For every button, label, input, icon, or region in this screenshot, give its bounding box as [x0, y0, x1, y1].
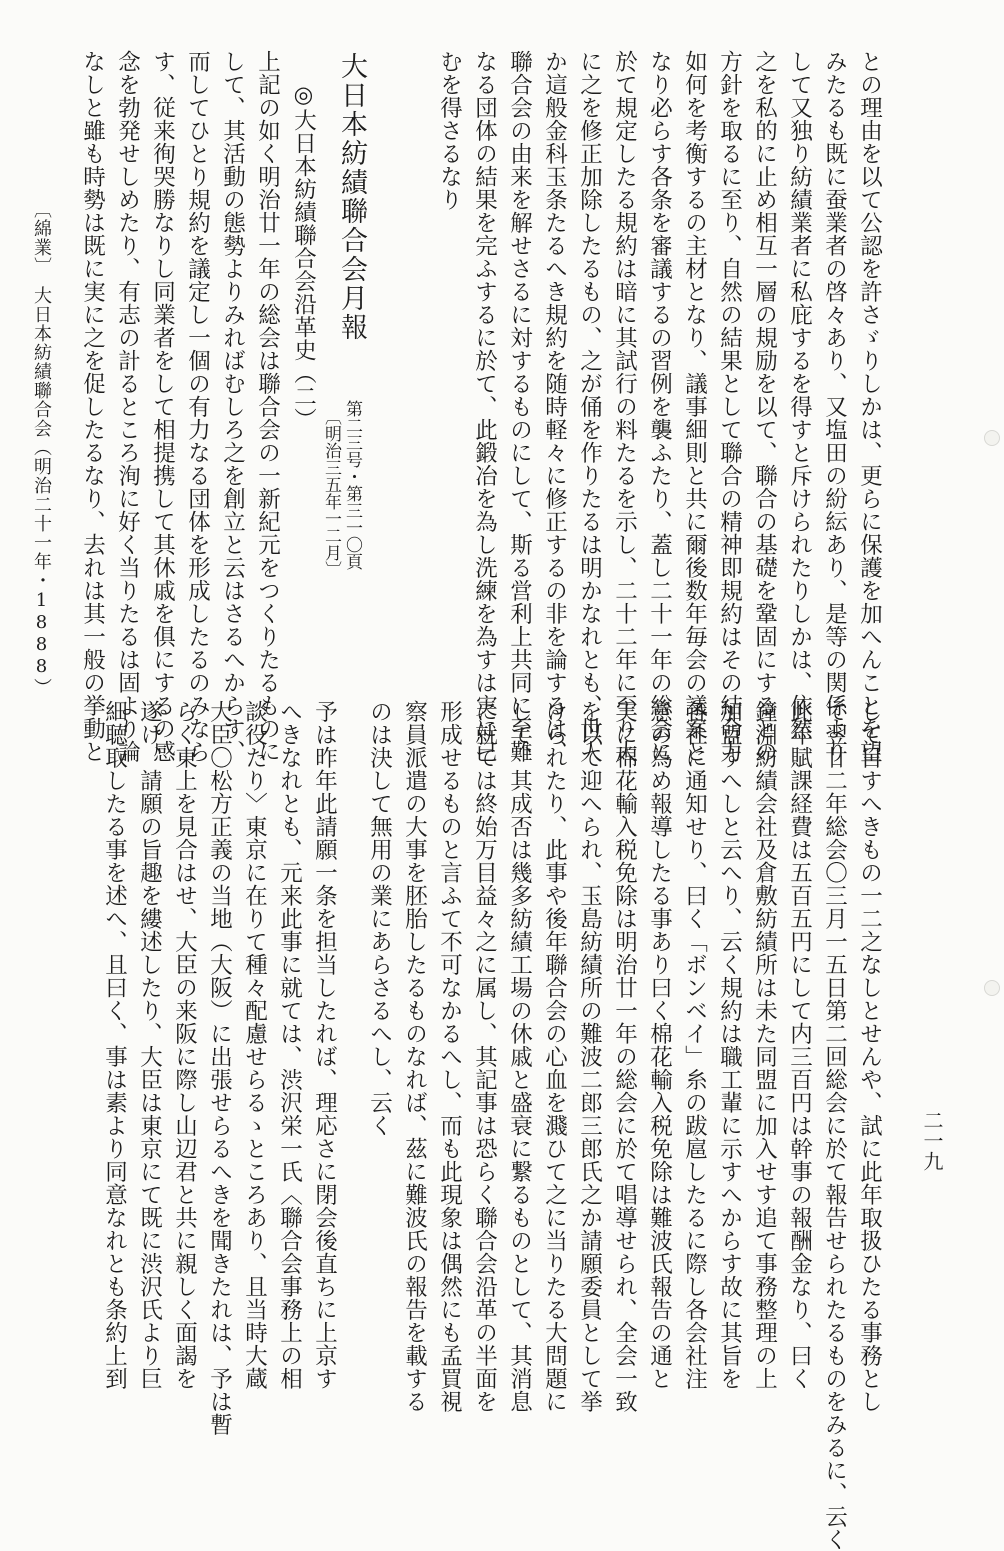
upper-line-11: 聯合会の由来を解せさるに対するものにして、斯る営利上共同に至難 — [506, 50, 533, 763]
section-heading: ◎大日本紡績聯合会沿革史（二） — [290, 82, 317, 431]
lower-line-20: らく東上を見合はせ、大臣の来阪に際し山辺君と共に親しく面謁を — [171, 700, 198, 1390]
lower-line-9: を以て迎へられ、玉島紡績所の難波二郎三郎氏之か請願委員として挙 — [576, 700, 603, 1413]
lower-line-8: 実に棉花輸入税免除は明治廿一年の総会に於て唱導せられ、全会一致 — [611, 700, 638, 1413]
upper-line-7: なり必らす各条を審議するの習例を襲ふたり、蓋し二十一年の総会に — [646, 50, 673, 763]
lower-line-14: 察員派遣の大事を胚胎したるものなれば、茲に難波氏の報告を載する — [401, 700, 428, 1413]
lower-line-19: 大臣〇松方正義の当地（大阪）に出張せらるへきを聞きたれは、予は暫 — [206, 700, 233, 1436]
binding-hole-bottom — [984, 980, 1000, 996]
lower-line-10: けられたり、此事や後年聯合会の心血を濺ひて之に当りたる大問題に — [541, 700, 568, 1413]
upper-line-3: して又独り紡績業者に私庇するを得すと斥けられたりしかは、依然 — [786, 50, 813, 740]
lower-line-5: 加盟すへしと云へり、云く規約は職工輩に示すへからす故に其旨を — [716, 700, 743, 1390]
upper-line-13: むを得さるなり — [436, 50, 463, 211]
citation-date: 〔明治三五年一二月〕 — [321, 408, 341, 578]
lower-line-1: して目すへきもの一二之なしとせんや、試に此年取扱ひたる事務とし — [856, 700, 883, 1413]
binding-hole-top — [984, 430, 1000, 446]
section-line-2: して、其活動の態勢よりみればむしろ之を創立と云はさるへからす、 — [219, 50, 246, 763]
lower-line-18: 談役たり〉東京に在りて種々配慮せらるゝところあり、且当時大蔵 — [241, 700, 268, 1390]
upper-line-5: 方針を取るに至り、自然の結果として聯合の精神即規約はその結合力 — [716, 50, 743, 763]
lower-line-2: て翌廿二年総会〇三月一五日第二回総会に於て報告せられたるものをみるに、云く — [821, 700, 848, 1551]
upper-line-9: に之を修正加除したるもの、之が俑を作りたるは明かなれとも、世人 — [576, 50, 603, 763]
section-line-1: 上記の如く明治廿一年の総会は聯合会の一新紀元をつくりたるものに — [254, 50, 281, 763]
upper-line-10: か這般金科玉条たるへき規約を随時軽々に修正するの非を論するは、 — [541, 50, 568, 763]
upper-line-2: みたるも既に蚕業者の啓々あり、又塩田の紛紜あり、是等の関係より — [821, 50, 848, 763]
citation-issue: 第二三号・第三一〇頁 — [342, 400, 362, 570]
upper-line-8: 於て規定したる規約は暗に其試行の料たるを示し、二十二年に至り大 — [611, 50, 638, 763]
section-line-3: 而してひとり規約を議定し一個の有力なる団体を形成したるのみなら — [184, 50, 211, 763]
lower-line-3: 此年賦課経費は五百五円にして内三百円は幹事の報酬金なり、曰く — [786, 700, 813, 1390]
lower-line-6: 各社に通知せり、曰く「ボンベイ」糸の跋扈したるに際し各会社注 — [681, 700, 708, 1390]
page-number: 二一九 — [920, 1110, 944, 1172]
side-label: 〔綿業〕 大日本紡績聯合会（明治二十一年・1888） — [31, 200, 52, 697]
lower-line-11: して、其成否は幾多紡績工場の休戚と盛衰に繋るものとして、其消息 — [506, 700, 533, 1413]
section-line-6: なしと雖も時勢は既に実に之を促したるなり、去れは其一般の挙動と — [79, 50, 106, 763]
upper-line-6: 如何を考衡するの主材となり、議事細則と共に爾後数年毎会の議案と — [681, 50, 708, 763]
upper-line-12: なる団体の結果を完ふするに於て、此鍛冶を為し洗練を為すは実に已 — [471, 50, 498, 763]
section-line-5: 念を勃発せしめたり、有志の計るところ洵に好く当りたるは固より論 — [114, 50, 141, 763]
lower-line-17: へきなれとも、元来此事に就ては、渋沢栄一氏〈聯合会事務上の相 — [276, 700, 303, 1390]
lower-line-7: 意の為め報導したる事あり曰く棉花輸入税免除は難波氏報告の通と — [646, 700, 673, 1390]
section-line-4: す、従来徇哭勝なりし同業者をして相提携して其休戚を俱にするの感 — [149, 50, 176, 763]
lower-line-12: に就ては終始万目益々之に属し、其記事は恐らく聯合会沿革の半面を — [471, 700, 498, 1413]
lower-line-13: 形成せるものと言ふて不可なかるへし、而も此現象は偶然にも孟買視 — [436, 700, 463, 1413]
lower-line-22: 細聴取したる事を述へ、且曰く、事は素より同意なれとも条約上到 — [101, 700, 128, 1390]
lower-line-15: のは決して無用の業にあらさるへし、云く — [366, 700, 393, 1137]
upper-line-1: との理由を以て公認を許さゞりしかは、更らに保護を加へんことを望 — [856, 50, 883, 763]
lower-line-4: 鐘淵紡績会社及倉敷紡績所は未た同盟に加入せす追て事務整理の上 — [751, 700, 778, 1390]
journal-title: 大日本紡績聯合会月報 — [336, 52, 367, 342]
upper-line-4: 之を私的に止め相互一層の規励を以て、聯合の基礎を鞏固にするとの — [751, 50, 778, 763]
lower-line-16: 予は昨年此請願一条を担当したれば、理応さに閉会後直ちに上京す — [311, 700, 338, 1390]
lower-line-21: 遂け、請願の旨趣を縷述したり、大臣は東京にて既に渋沢氏より巨 — [136, 700, 163, 1390]
